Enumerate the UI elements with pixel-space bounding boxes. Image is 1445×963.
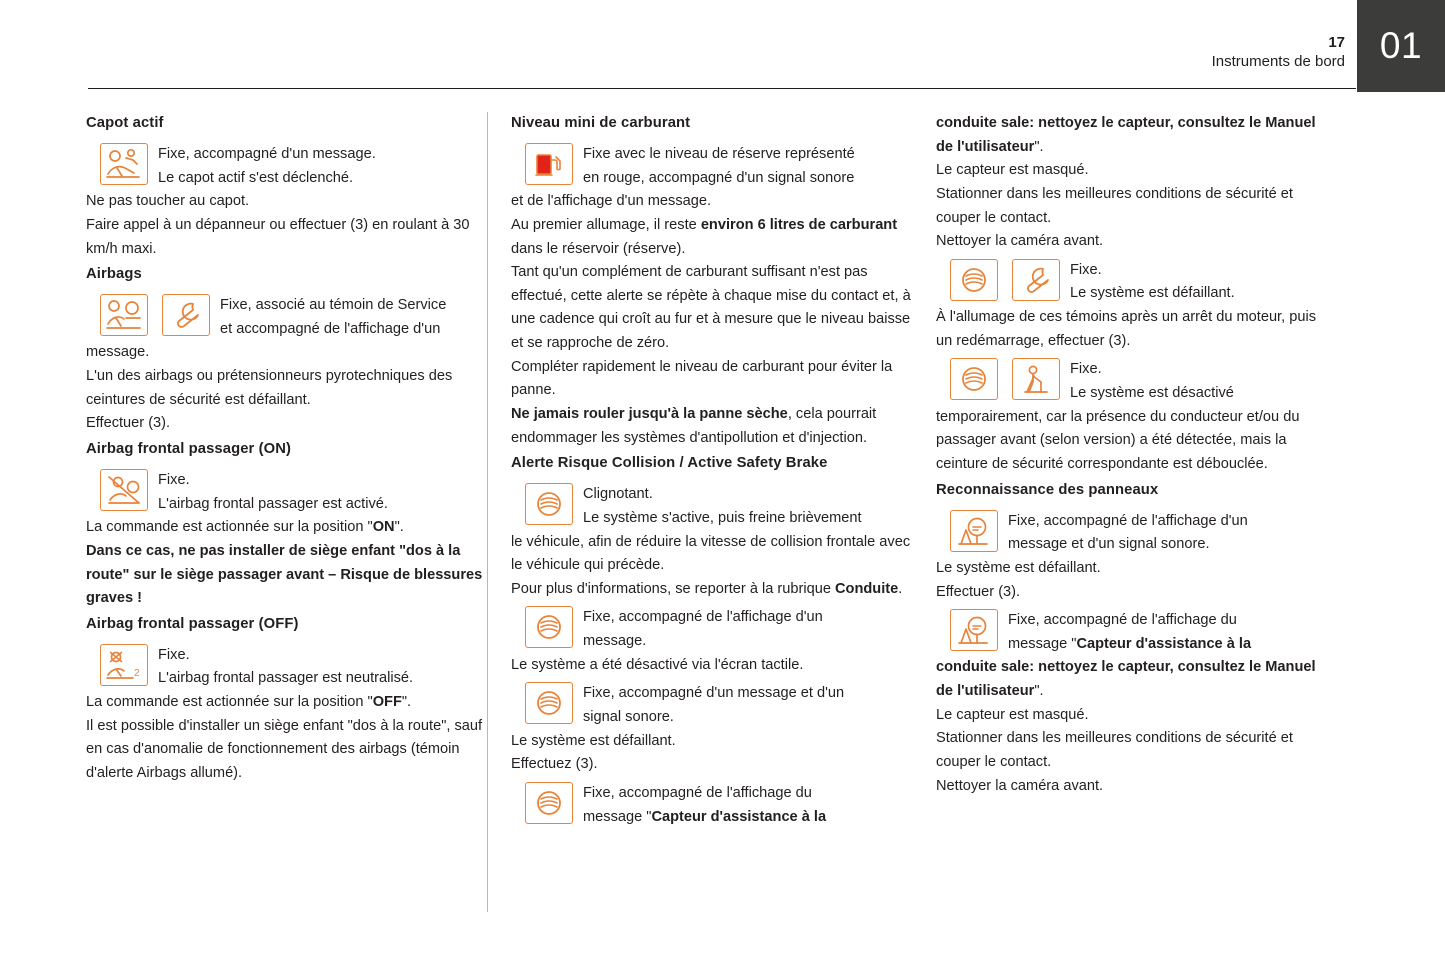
passenger-airbag-on-icon — [100, 469, 148, 511]
airbag-on-para-1 — [86, 516, 486, 540]
telltale-text-collision-3 — [583, 679, 911, 729]
panneaux2-line-2a: message " — [1008, 635, 1077, 652]
fuel-line-1: Fixe avec le niveau de réserve représenté — [583, 145, 855, 162]
airbag-on-line-1: Fixe. — [158, 471, 190, 488]
section-title-alerte-collision: Alerte Risque Collision / Active Safety Brake — [511, 455, 828, 472]
page-header — [0, 0, 1445, 92]
collision-risk-icon — [950, 358, 998, 400]
collision3-para-2: Effectuez (3). — [511, 756, 598, 773]
airbag-off-para-1 — [86, 691, 486, 715]
col3-cont-bold: conduite sale: nettoyez le capteur, consultez le Manuel de l'utilisateur — [936, 115, 1316, 155]
section-reconnaissance-panneaux — [936, 479, 1336, 605]
airbag-icon — [100, 294, 148, 336]
col3-cont-para-3: Stationner dans les meilleures conditions de sécurité et couper le contact. — [936, 185, 1293, 226]
telltale-row-defaillant — [936, 256, 1336, 306]
telltale-row-airbags — [86, 291, 486, 341]
airbags-para-1: message. — [86, 344, 150, 361]
collision-line-2: Le système s'active, puis freine brièvement — [583, 509, 862, 526]
panneaux-para-2: Effectuer (3). — [936, 583, 1021, 600]
collision3-para-1: Le système est défaillant. — [511, 732, 676, 749]
section-systeme-defaillant — [936, 256, 1336, 354]
airbag-off-line-2: L'airbag frontal passager est neutralisé. — [158, 670, 414, 687]
column-1 — [86, 112, 486, 788]
section-collision-capteur-sale — [511, 779, 911, 829]
section-airbag-passager-on — [86, 438, 486, 611]
telltale-text-defaillant — [1070, 256, 1336, 306]
telltale-row-desactive — [936, 355, 1336, 405]
fuel-para-3: Tant qu'un complément de carburant suffisant n'est pas effectué, cette alerte se répète à chaque mise du contact et, à une cadence qui croît au fur et à mesure que le niveau baisse et se rapproche de zéro. — [511, 264, 911, 352]
capot-para-2: Faire appel à un dépanneur ou effectuer (3) en roulant à 30 km/h maxi. — [86, 216, 470, 257]
collision-para-1: le véhicule, afin de réduire la vitesse de collision frontale avec le véhicule qui précède. — [511, 533, 911, 574]
column-2 — [511, 112, 911, 831]
seatbelt-unfastened-icon — [1012, 358, 1060, 400]
telltale-text-desactive — [1070, 355, 1336, 405]
svg-text:2: 2 — [134, 667, 140, 679]
telltale-row-panneaux-1 — [936, 507, 1336, 557]
section-title-airbag-passager-off: Airbag frontal passager (OFF) — [86, 615, 299, 632]
fuel-para-2 — [511, 214, 911, 261]
collision-para-2a: Pour plus d'informations, se reporter à la rubrique — [511, 580, 836, 597]
fuel-low-icon — [525, 143, 573, 185]
capot-line-1: Fixe, accompagné d'un message. — [158, 145, 376, 162]
traffic-sign-recognition-icon — [950, 609, 998, 651]
panneaux2-para-3: Stationner dans les meilleures conditions de sécurité et couper le contact. — [936, 730, 1293, 770]
telltale-row-capot-actif — [86, 140, 486, 190]
collision-risk-icon — [525, 682, 573, 724]
fuel-para-2c: dans le réservoir (réserve). — [511, 240, 686, 257]
telltale-text-airbag-off — [158, 641, 486, 691]
chapter-number-tab: 01 — [1357, 0, 1445, 92]
telltale-text-collision-4 — [583, 779, 911, 829]
telltale-text-capot-actif — [158, 140, 486, 190]
collision-risk-icon — [525, 483, 573, 525]
telltale-row-collision-3 — [511, 679, 911, 729]
active-hood-icon — [100, 143, 148, 185]
service-wrench-icon — [1012, 259, 1060, 301]
telltale-row-collision-4 — [511, 779, 911, 829]
collision-risk-icon — [525, 782, 573, 824]
section-panneaux-capteur-sale — [936, 606, 1336, 798]
header-text-block — [1212, 34, 1345, 72]
airbag-off-line-1: Fixe. — [158, 646, 190, 663]
telltale-row-airbag-on — [86, 466, 486, 516]
section-title-airbags: Airbags — [86, 266, 142, 283]
telltale-text-fuel — [583, 140, 911, 190]
defaillant-para-1: À l'allumage de ces témoins après un arrêt du moteur, puis un redémarrage, effectuer (3). — [936, 309, 1316, 349]
telltale-row-panneaux-2 — [936, 606, 1336, 656]
section-alerte-collision — [511, 452, 911, 601]
panneaux2-para-1-rest: ". — [1034, 683, 1044, 700]
telltale-text-panneaux-1 — [1008, 507, 1336, 557]
col3-cont-para-2: Le capteur est masqué. — [936, 162, 1089, 179]
collision-risk-icon — [950, 259, 998, 301]
collision4-message-bold: Capteur d'assistance à la — [651, 808, 827, 825]
collision-line-1: Clignotant. — [583, 486, 653, 503]
airbags-line-1: Fixe, associé au témoin de Service — [220, 297, 447, 314]
traffic-sign-recognition-icon — [950, 510, 998, 552]
page-number: 17 — [1328, 34, 1345, 51]
desactive-line-2: Le système est désactivé — [1070, 385, 1234, 402]
collision2-line-2: message. — [583, 633, 647, 650]
section-continuation-capteur — [936, 112, 1336, 254]
panneaux2-para-2: Le capteur est masqué. — [936, 706, 1089, 723]
section-collision-desactive — [511, 603, 911, 677]
telltale-row-fuel — [511, 140, 911, 190]
passenger-airbag-off-icon — [100, 644, 148, 686]
collision-risk-icon — [525, 606, 573, 648]
collision4-line-2a: message " — [583, 808, 652, 825]
collision3-line-1: Fixe, accompagné d'un message et d'un — [583, 685, 845, 702]
fuel-warning-rest: , cela pourrait endommager les systèmes d'antipollution et d'injection. — [511, 406, 877, 446]
col3-cont-rest: ". — [1034, 138, 1044, 155]
airbag-on-value: ON — [372, 519, 395, 536]
section-title-capot-actif: Capot actif — [86, 115, 164, 131]
fuel-para-5 — [511, 403, 911, 450]
telltale-row-airbag-off — [86, 641, 486, 691]
collision2-para-1: Le système a été désactivé via l'écran tactile. — [511, 656, 804, 673]
telltale-text-panneaux-2 — [1008, 606, 1336, 656]
telltale-text-collision-1 — [583, 480, 911, 530]
airbags-para-2: L'un des airbags ou prétensionneurs pyrotechniques des ceintures de sécurité est défaillant. — [86, 368, 453, 408]
capot-para-1: Ne pas toucher au capot. — [86, 193, 250, 210]
col3-cont-para-1 — [936, 112, 1336, 159]
fuel-para-4: Compléter rapidement le niveau de carburant pour éviter la panne. — [511, 358, 893, 399]
defaillant-line-2: Le système est défaillant. — [1070, 285, 1235, 302]
panneaux2-para-4: Nettoyer la caméra avant. — [936, 777, 1104, 794]
fuel-reserve-amount: environ 6 litres de carburant — [700, 216, 898, 233]
panneaux2-message-bold: Capteur d'assistance à la — [1076, 635, 1252, 652]
desactive-line-1: Fixe. — [1070, 361, 1102, 378]
service-wrench-icon — [162, 294, 210, 336]
collision-para-2c: . — [898, 580, 903, 597]
panneaux2-para-1 — [936, 656, 1336, 703]
panneaux2-line-1: Fixe, accompagné de l'affichage du — [1008, 612, 1237, 629]
section-title-airbag-passager-on: Airbag frontal passager (ON) — [86, 440, 292, 457]
defaillant-line-1: Fixe. — [1070, 261, 1102, 278]
capot-line-2: Le capot actif s'est déclenché. — [158, 169, 354, 186]
panneaux-line-2: message et d'un signal sonore. — [1008, 536, 1210, 553]
panneaux-para-1: Le système est défaillant. — [936, 559, 1101, 576]
fuel-line-2: en rouge, accompagné d'un signal sonore — [583, 169, 855, 186]
airbag-on-para-1a: La commande est actionnée sur la position " — [86, 519, 373, 536]
section-capot-actif — [86, 112, 486, 261]
page-content — [0, 112, 1445, 962]
collision2-line-1: Fixe, accompagné de l'affichage d'un — [583, 609, 823, 626]
collision-para-2 — [511, 578, 911, 602]
section-collision-defaillant — [511, 679, 911, 777]
airbag-off-para-2: Il est possible d'installer un siège enfant "dos à la route", sauf en cas d'anomalie de fonctionnement des airbags (témoin d'alerte Airbags allumé). — [86, 717, 483, 781]
desactive-para-1: temporairement, car la présence du conducteur et/ou du passager avant (selon version) a été détectée, mais la ceinture de sécurité correspondante est débouclée. — [936, 408, 1300, 472]
telltale-row-collision-2 — [511, 603, 911, 653]
section-systeme-desactive — [936, 355, 1336, 476]
section-niveau-carburant — [511, 112, 911, 450]
section-airbag-passager-off — [86, 613, 486, 786]
section-title-niveau-carburant: Niveau mini de carburant — [511, 115, 691, 131]
fuel-para-2a: Au premier allumage, il reste — [511, 216, 701, 233]
panneaux-line-1: Fixe, accompagné de l'affichage d'un — [1008, 512, 1248, 529]
col3-cont-para-4: Nettoyer la caméra avant. — [936, 233, 1104, 250]
collision4-line-1: Fixe, accompagné de l'affichage du — [583, 784, 812, 801]
telltale-row-collision-1 — [511, 480, 911, 530]
airbag-on-line-2: L'airbag frontal passager est activé. — [158, 495, 388, 512]
section-airbags — [86, 263, 486, 436]
chapter-title: Instruments de bord — [1211, 52, 1345, 70]
column-3 — [936, 112, 1336, 800]
section-title-reconnaissance-panneaux: Reconnaissance des panneaux — [936, 481, 1159, 498]
fuel-para-1: et de l'affichage d'un message. — [511, 193, 712, 210]
panneaux2-para-1-bold: conduite sale: nettoyez le capteur, consultez le Manuel de l'utilisateur — [936, 659, 1316, 700]
header-divider — [88, 88, 1356, 89]
airbag-off-para-1c: ". — [401, 694, 412, 711]
collision3-line-2: signal sonore. — [583, 709, 674, 726]
fuel-warning-bold: Ne jamais rouler jusqu'à la panne sèche — [511, 406, 788, 423]
airbag-on-para-1c: ". — [394, 519, 404, 536]
airbag-off-para-1a: La commande est actionnée sur la position " — [86, 694, 373, 711]
telltale-text-collision-2 — [583, 603, 911, 653]
column-divider — [487, 112, 488, 912]
airbags-para-3: Effectuer (3). — [86, 415, 171, 432]
airbag-off-value: OFF — [372, 694, 402, 711]
telltale-text-airbag-on — [158, 466, 486, 516]
telltale-text-airbags — [220, 291, 486, 341]
airbag-on-warning: Dans ce cas, ne pas installer de siège enfant "dos à la route" sur le siège passager avant – Risque de blessures graves ! — [86, 542, 483, 607]
airbags-line-2: et accompagné de l'affichage d'un — [220, 320, 441, 337]
collision-ref-conduite: Conduite — [835, 580, 899, 597]
